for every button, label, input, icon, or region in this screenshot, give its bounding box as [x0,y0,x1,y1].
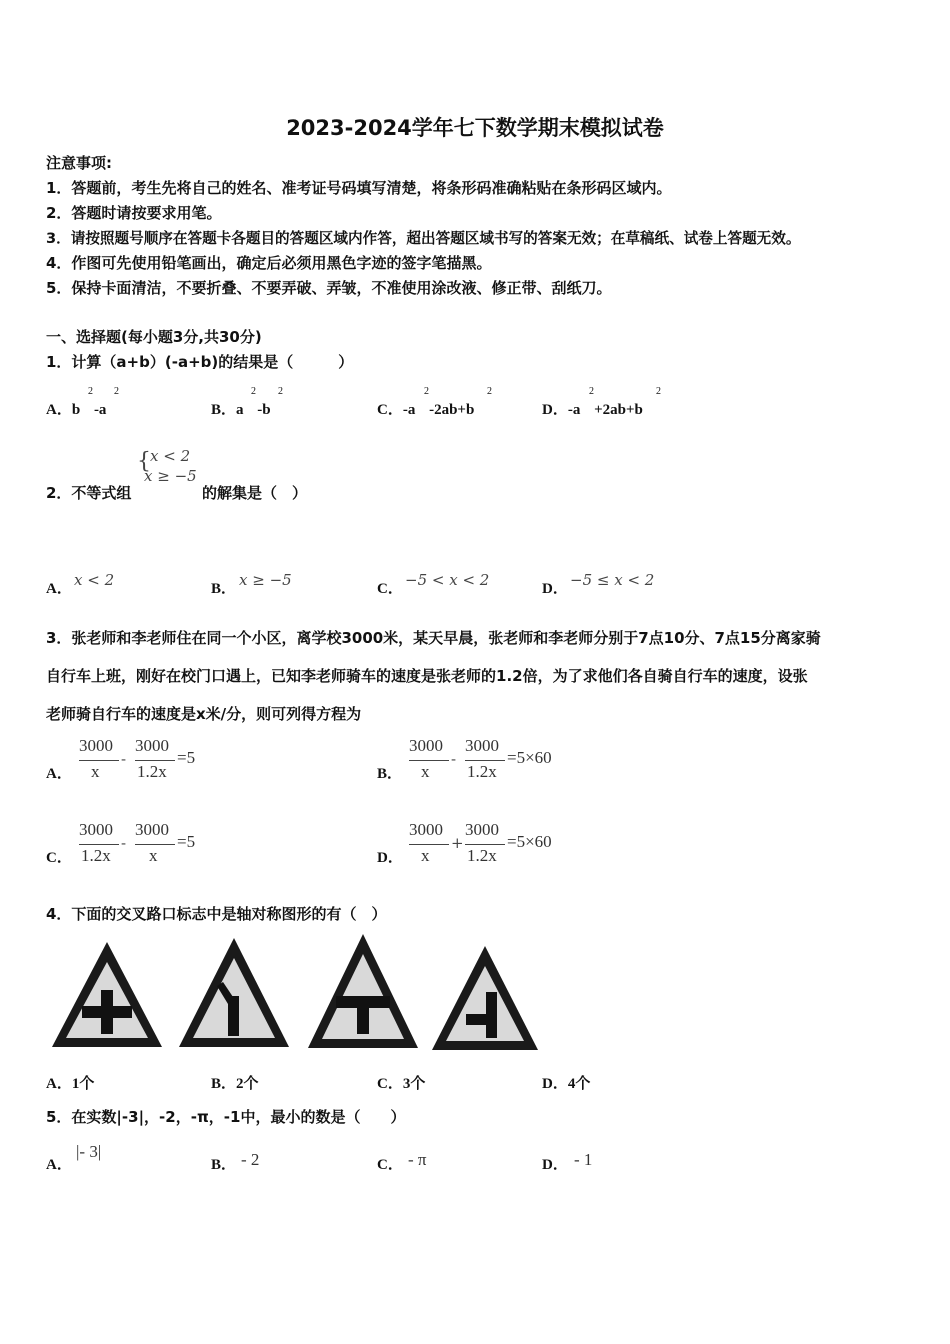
q3-option-d-label: D． [377,850,403,866]
q2-prefix: 2．不等式组 [46,484,132,502]
q2-system-line2: x ≥ −5 [144,467,197,485]
q1-stem: 1．计算（a+b）(-a+b)的结果是（ ） [46,353,354,371]
notice-item: 3．请按照题号顺序在答题卡各题目的答题区域内作答，超出答题区域书写的答案无效；在草稿纸、试卷上答题无效。 [46,230,801,247]
q3-option-c-rhs: =5 [177,832,196,851]
q3-option-d-operator: + [451,834,464,852]
notice-item: 4．作图可先使用铅笔画出，确定后必须用黑色字迹的签字笔描黑。 [46,254,492,272]
q4-option-a: A．1个 [46,1076,95,1092]
q4-option-b: B．2个 [211,1076,259,1092]
q4-stem: 4．下面的交叉路口标志中是轴对称图形的有（ ） [46,905,387,923]
q2-option-b-value: x ≥ −5 [239,571,292,589]
q3-option-b-rhs: =5×60 [507,748,552,767]
q2-option-d-value: −5 ≤ x < 2 [570,571,655,589]
q3-option-a-label: A． [46,766,72,782]
q3-stem-line3: 老师骑自行车的速度是x米/分，则可列得方程为 [46,705,362,723]
q5-option-a-label: A． [46,1157,72,1173]
q2-option-d-label: D． [542,581,568,597]
q3-option-a-operator: - [121,750,127,768]
notice-item: 5．保持卡面清洁，不要折叠、不要弄破、弄皱，不准使用涂改液、修正带、刮纸刀。 [46,279,612,297]
q1-option-c: C．-a 2 -2ab+b 2 [377,386,492,418]
q5-option-b-value: - 2 [241,1150,260,1169]
notice-item: 2．答题时请按要求用笔。 [46,204,222,222]
q4-option-d: D．4个 [542,1076,591,1092]
sign-y-junction-icon [173,934,295,1054]
q3-option-b-operator: - [451,750,457,768]
notice-heading: 注意事项: [46,154,112,172]
sign-crossroad-icon [46,934,168,1054]
q3-option-c-operator: - [121,834,127,852]
q1-option-d: D．-a 2 +2ab+b 2 [542,386,661,418]
q2-option-b-label: B． [211,581,237,597]
q5-stem: 5．在实数|-3|，-2，-π，-1中，最小的数是（ ） [46,1108,406,1126]
q4-option-c: C．3个 [377,1076,426,1092]
q5-option-d-value: - 1 [574,1150,593,1169]
q2-suffix: 的解集是（ ） [202,484,308,502]
q5-option-c-value: - π [408,1150,427,1169]
notice-item: 1．答题前，考生先将自己的姓名、准考证号码填写清楚，将条形码准确粘贴在条形码区域内。 [46,179,672,197]
page-title: 2023-2024学年七下数学期末模拟试卷 [286,116,664,140]
q2-option-c-label: C． [377,581,403,597]
q2-system-line1: x < 2 [150,447,191,465]
sign-t-junction-icon [302,928,424,1054]
q5-option-a-value: |- 3| [76,1142,102,1161]
q5-option-c-label: C． [377,1157,403,1173]
q1-option-b: B．a 2 -b 2 [211,386,283,418]
q1-option-a: A．b 2 -a 2 [46,386,119,418]
sign-side-junction-icon [428,940,542,1054]
q5-option-d-label: D． [542,1157,568,1173]
q3-stem-line2: 自行车上班，刚好在校门口遇上，已知李老师骑车的速度是张老师的1.2倍，为了求他们各自骑自行车的速度，设张 [46,667,808,685]
q3-stem-line1: 3．张老师和李老师住在同一个小区，离学校3000米，某天早晨，张老师和李老师分别于7点10分、7点15分离家骑 [46,629,821,647]
brace-symbol: { [137,449,151,474]
q2-option-a-label: A． [46,581,72,597]
q3-option-a-rhs: =5 [177,748,196,767]
q3-option-b-label: B． [377,766,403,782]
q5-option-b-label: B． [211,1157,237,1173]
section-heading: 一、选择题(每小题3分,共30分) [46,328,262,346]
q3-option-d-rhs: =5×60 [507,832,552,851]
q2-option-c-value: −5 < x < 2 [405,571,490,589]
q3-option-c-label: C． [46,850,72,866]
q2-option-a-value: x < 2 [74,571,115,589]
